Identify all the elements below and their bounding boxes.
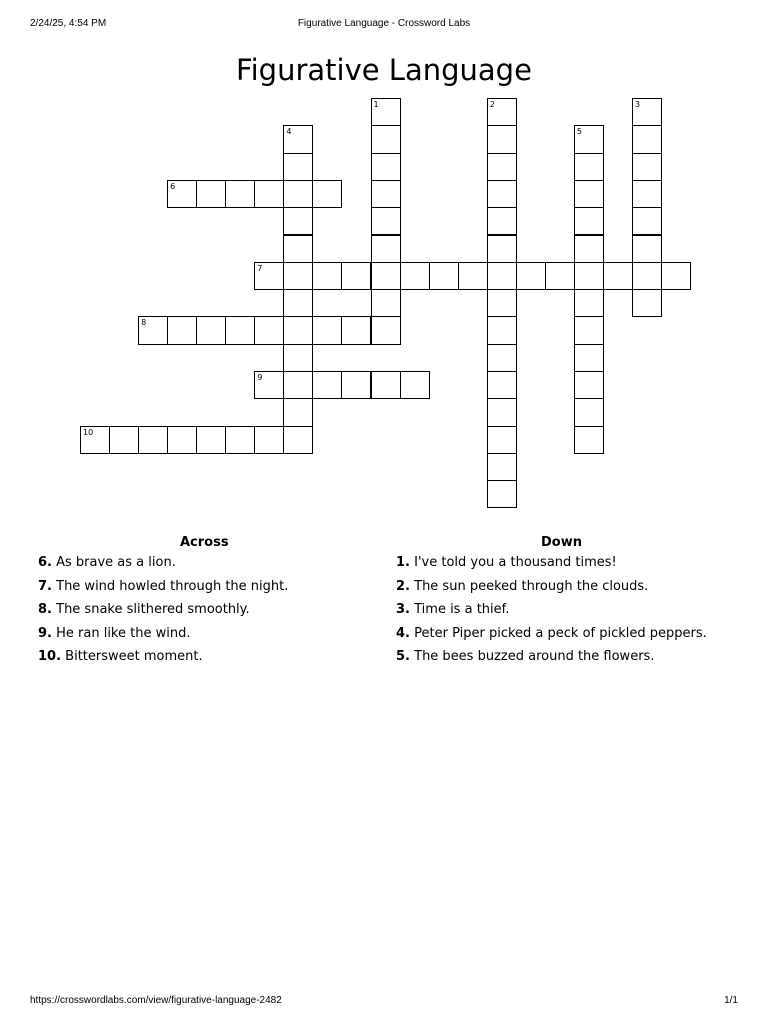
- clue-down-2: [396, 579, 756, 603]
- grid-cell[interactable]: [603, 262, 633, 290]
- grid-cell[interactable]: [225, 316, 255, 344]
- grid-cell[interactable]: [371, 207, 401, 235]
- grid-cell[interactable]: [574, 371, 604, 399]
- grid-cell[interactable]: [196, 180, 226, 208]
- grid-cell[interactable]: [487, 235, 517, 263]
- clue-text: Time is a thief.: [414, 602, 510, 617]
- grid-cell[interactable]: [371, 235, 401, 263]
- grid-cell[interactable]: [487, 426, 517, 454]
- cell-number: 7: [257, 263, 263, 273]
- cell-number: 10: [83, 427, 94, 437]
- grid-cell[interactable]: [429, 262, 459, 290]
- grid-cell[interactable]: [574, 262, 604, 290]
- clue-number: 8.: [38, 602, 52, 617]
- grid-cell[interactable]: [225, 180, 255, 208]
- grid-cell[interactable]: [283, 125, 313, 153]
- grid-cell[interactable]: [371, 371, 401, 399]
- clue-number: 10.: [38, 649, 62, 664]
- grid-cell[interactable]: [167, 316, 197, 344]
- clue-text: Bittersweet moment.: [65, 649, 203, 664]
- grid-cell[interactable]: [574, 125, 604, 153]
- clue-text: He ran like the wind.: [56, 625, 191, 641]
- cell-number: 4: [286, 127, 292, 137]
- cell-number: 9: [257, 373, 263, 382]
- grid-cell[interactable]: [371, 180, 401, 208]
- grid-cell[interactable]: [371, 316, 401, 344]
- grid-cell[interactable]: [371, 262, 401, 290]
- clue-across-10: [38, 649, 378, 673]
- grid-cell[interactable]: [196, 316, 226, 344]
- clue-across-8: [38, 602, 378, 626]
- grid-cell[interactable]: [312, 371, 342, 399]
- clue-down-3: [396, 602, 756, 626]
- clue-text: The bees buzzed around the flowers.: [414, 649, 655, 664]
- clue-number: 4.: [396, 625, 410, 641]
- grid-cell[interactable]: [487, 98, 517, 126]
- grid-cell[interactable]: [574, 316, 604, 344]
- grid-cell[interactable]: [254, 316, 284, 344]
- cell-number: 6: [170, 181, 176, 191]
- grid-cell[interactable]: [371, 98, 401, 126]
- grid-cell[interactable]: [283, 207, 313, 235]
- grid-cell[interactable]: [574, 426, 604, 454]
- grid-cell[interactable]: [283, 344, 313, 372]
- grid-cell[interactable]: [574, 180, 604, 208]
- print-datetime: 2/24/25, 4:54 PM: [30, 18, 107, 29]
- grid-cell[interactable]: [283, 289, 313, 317]
- grid-cell[interactable]: [545, 262, 575, 290]
- clue-text: The sun peeked through the clouds.: [414, 578, 649, 594]
- print-page-title: Figurative Language - Crossword Labs: [297, 18, 471, 29]
- grid-cell[interactable]: [254, 426, 284, 454]
- grid-cell[interactable]: [283, 180, 313, 208]
- grid-cell[interactable]: [458, 262, 488, 290]
- grid-cell[interactable]: [312, 180, 342, 208]
- clue-across-6: [38, 555, 378, 579]
- grid-cell[interactable]: [254, 371, 284, 399]
- down-clues: [396, 535, 756, 673]
- grid-cell[interactable]: [283, 316, 313, 344]
- grid-cell[interactable]: [574, 344, 604, 372]
- grid-cell[interactable]: [632, 235, 662, 263]
- print-page-count: 1/1: [724, 995, 738, 1006]
- grid-cell[interactable]: [574, 289, 604, 317]
- grid-cell[interactable]: [574, 398, 604, 426]
- cell-number: 1: [373, 100, 379, 109]
- clue-across-9: [38, 626, 378, 650]
- grid-cell[interactable]: [254, 262, 284, 290]
- page-title: Figurative Language: [236, 53, 532, 88]
- grid-cell[interactable]: [371, 125, 401, 153]
- clue-number: 1.: [396, 555, 410, 570]
- clue-down-1: [396, 555, 756, 579]
- grid-cell[interactable]: [487, 480, 517, 508]
- clue-across-7: [38, 579, 378, 603]
- grid-cell[interactable]: [487, 262, 517, 290]
- grid-cell[interactable]: [283, 262, 313, 290]
- grid-cell[interactable]: [283, 235, 313, 263]
- grid-cell[interactable]: [632, 207, 662, 235]
- clue-number: 9.: [38, 625, 52, 641]
- grid-cell[interactable]: [254, 180, 284, 208]
- grid-cell[interactable]: [167, 180, 197, 208]
- across-clues: [38, 535, 378, 673]
- grid-cell[interactable]: [400, 262, 430, 290]
- clue-text: As brave as a lion.: [56, 555, 176, 570]
- grid-cell[interactable]: [632, 153, 662, 181]
- cell-number: 5: [576, 127, 582, 137]
- grid-cell[interactable]: [487, 371, 517, 399]
- grid-cell[interactable]: [661, 262, 691, 290]
- grid-cell[interactable]: [487, 125, 517, 153]
- clue-down-5: [396, 649, 756, 673]
- grid-cell[interactable]: [283, 426, 313, 454]
- clue-text: The wind howled through the night.: [56, 578, 289, 594]
- grid-cell[interactable]: [487, 289, 517, 317]
- grid-cell[interactable]: [341, 262, 371, 290]
- clue-number: 3.: [396, 602, 410, 617]
- clue-number: 2.: [396, 578, 410, 594]
- grid-cell[interactable]: [632, 98, 662, 126]
- clue-text: I've told you a thousand times!: [414, 555, 617, 570]
- grid-cell[interactable]: [487, 180, 517, 208]
- grid-cell[interactable]: [487, 207, 517, 235]
- grid-cell[interactable]: [632, 289, 662, 317]
- down-heading: Down: [541, 535, 582, 550]
- print-url: https://crosswordlabs.com/view/figurative-language-2482: [30, 995, 282, 1006]
- clue-down-4: [396, 626, 756, 650]
- grid-cell[interactable]: [632, 125, 662, 153]
- grid-cell[interactable]: [487, 316, 517, 344]
- clue-number: 5.: [396, 649, 410, 664]
- grid-cell[interactable]: [341, 316, 371, 344]
- clue-text: The snake slithered smoothly.: [56, 602, 250, 617]
- grid-cell[interactable]: [632, 262, 662, 290]
- grid-cell[interactable]: [283, 153, 313, 181]
- grid-cell[interactable]: [138, 426, 168, 454]
- grid-cell[interactable]: [312, 316, 342, 344]
- grid-cell[interactable]: [80, 426, 110, 454]
- grid-cell[interactable]: [400, 371, 430, 399]
- clue-text: Peter Piper picked a peck of pickled peppers.: [414, 625, 707, 641]
- grid-cell[interactable]: [341, 371, 371, 399]
- cell-number: 3: [634, 100, 641, 109]
- grid-cell[interactable]: [371, 153, 401, 181]
- grid-cell[interactable]: [487, 153, 517, 181]
- grid-cell[interactable]: [225, 426, 255, 454]
- grid-cell[interactable]: [487, 398, 517, 426]
- grid-cell[interactable]: [371, 289, 401, 317]
- grid-cell[interactable]: [196, 426, 226, 454]
- grid-cell[interactable]: [487, 344, 517, 372]
- grid-cell[interactable]: [312, 262, 342, 290]
- grid-cell[interactable]: [487, 453, 517, 481]
- grid-cell[interactable]: [167, 426, 197, 454]
- grid-cell[interactable]: [574, 153, 604, 181]
- grid-cell[interactable]: [283, 371, 313, 399]
- grid-cell[interactable]: [283, 398, 313, 426]
- across-heading: Across: [180, 535, 229, 550]
- clue-number: 6.: [38, 555, 52, 570]
- clue-number: 7.: [38, 578, 52, 594]
- cell-number: 2: [489, 100, 495, 109]
- grid-cell[interactable]: [138, 316, 168, 344]
- grid-cell[interactable]: [516, 262, 546, 290]
- grid-cell[interactable]: [574, 235, 604, 263]
- cell-number: 8: [141, 318, 147, 328]
- grid-cell[interactable]: [574, 207, 604, 235]
- grid-cell[interactable]: [632, 180, 662, 208]
- grid-cell[interactable]: [109, 426, 139, 454]
